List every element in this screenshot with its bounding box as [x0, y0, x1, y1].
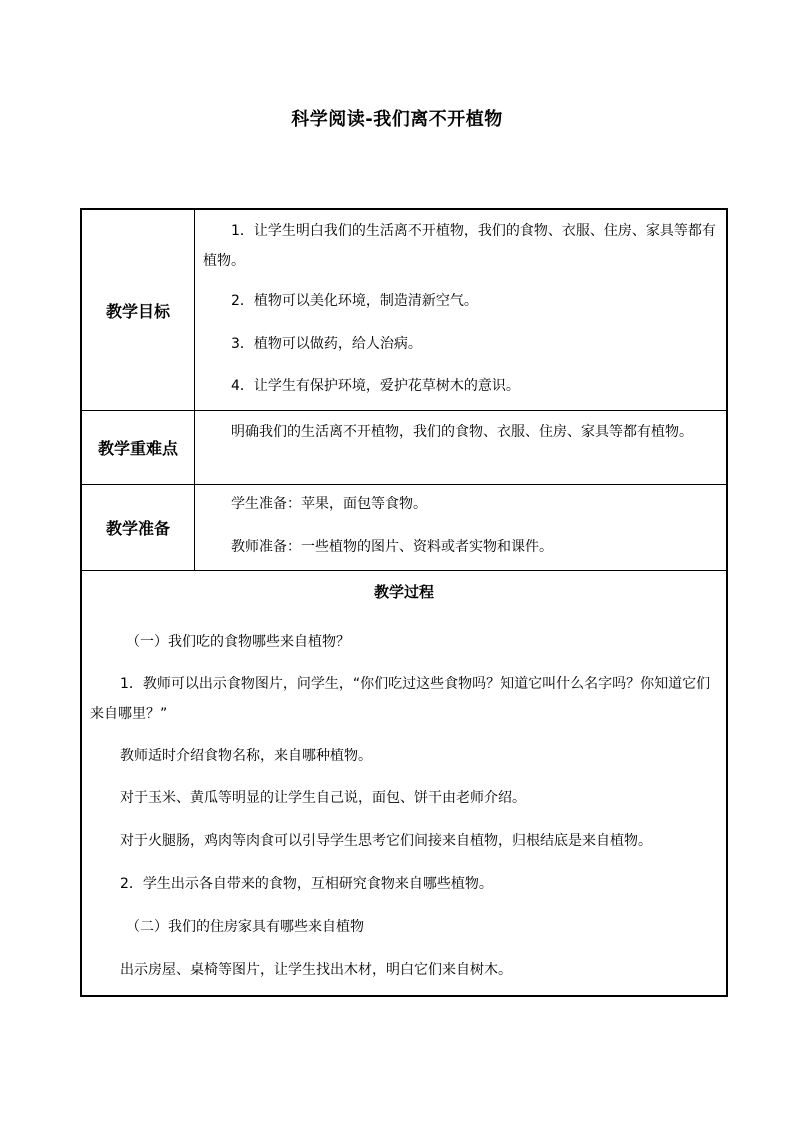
preparation-content	[195, 485, 726, 570]
goals-content	[195, 210, 726, 410]
process-paragraph: 对于玉米、黄瓜等明显的让学生自己说，面包、饼干由老师介绍。	[120, 790, 526, 806]
lesson-table	[80, 208, 728, 997]
row-label-key-points: 教学重难点	[82, 411, 195, 484]
process-paragraph: （一）我们吃的食物哪些来自植物？	[126, 634, 350, 650]
process-paragraph: （二）我们的住房家具有哪些来自植物	[126, 919, 364, 935]
key-points-content	[195, 411, 726, 484]
goal-item: 2．植物可以美化环境，制造清新空气。	[231, 293, 478, 309]
preparation-item: 教师准备：一些植物的图片、资料或者实物和课件。	[231, 539, 553, 555]
process-title: 教学过程	[373, 583, 434, 601]
process-paragraph: 教师适时介绍食物名称，来自哪种植物。	[120, 748, 372, 764]
process-paragraph: 1．教师可以出示食物图片，问学生，“你们吃过这些食物吗？知道它叫什么名字吗？你知道它们来自哪里？”	[90, 676, 711, 722]
key-points-text: 明确我们的生活离不开植物，我们的食物、衣服、住房、家具等都有植物。	[231, 424, 693, 440]
process-paragraph: 出示房屋、桌椅等图片，让学生找出木材，明白它们来自树木。	[120, 962, 512, 978]
preparation-item: 学生准备：苹果，面包等食物。	[231, 496, 427, 512]
goal-item: 3．植物可以做药，给人治病。	[231, 336, 422, 352]
row-process	[82, 571, 726, 995]
goal-item: 4．让学生有保护环境，爱护花草树木的意识。	[231, 378, 520, 394]
row-label-preparation: 教学准备	[82, 485, 195, 570]
row-teaching-goals	[82, 210, 726, 411]
process-paragraph: 2．学生出示各自带来的食物，互相研究食物来自哪些植物。	[120, 876, 493, 892]
process-paragraph: 对于火腿肠，鸡肉等肉食可以引导学生思考它们间接来自植物，归根结底是来自植物。	[120, 833, 652, 849]
page-title: 科学阅读-我们离不开植物	[291, 109, 503, 130]
row-preparation	[82, 485, 726, 571]
row-label-goals: 教学目标	[82, 210, 195, 410]
goal-item: 1．让学生明白我们的生活离不开植物，我们的食物、衣服、住房、家具等都有植物。	[203, 223, 716, 269]
row-key-points	[82, 411, 726, 485]
